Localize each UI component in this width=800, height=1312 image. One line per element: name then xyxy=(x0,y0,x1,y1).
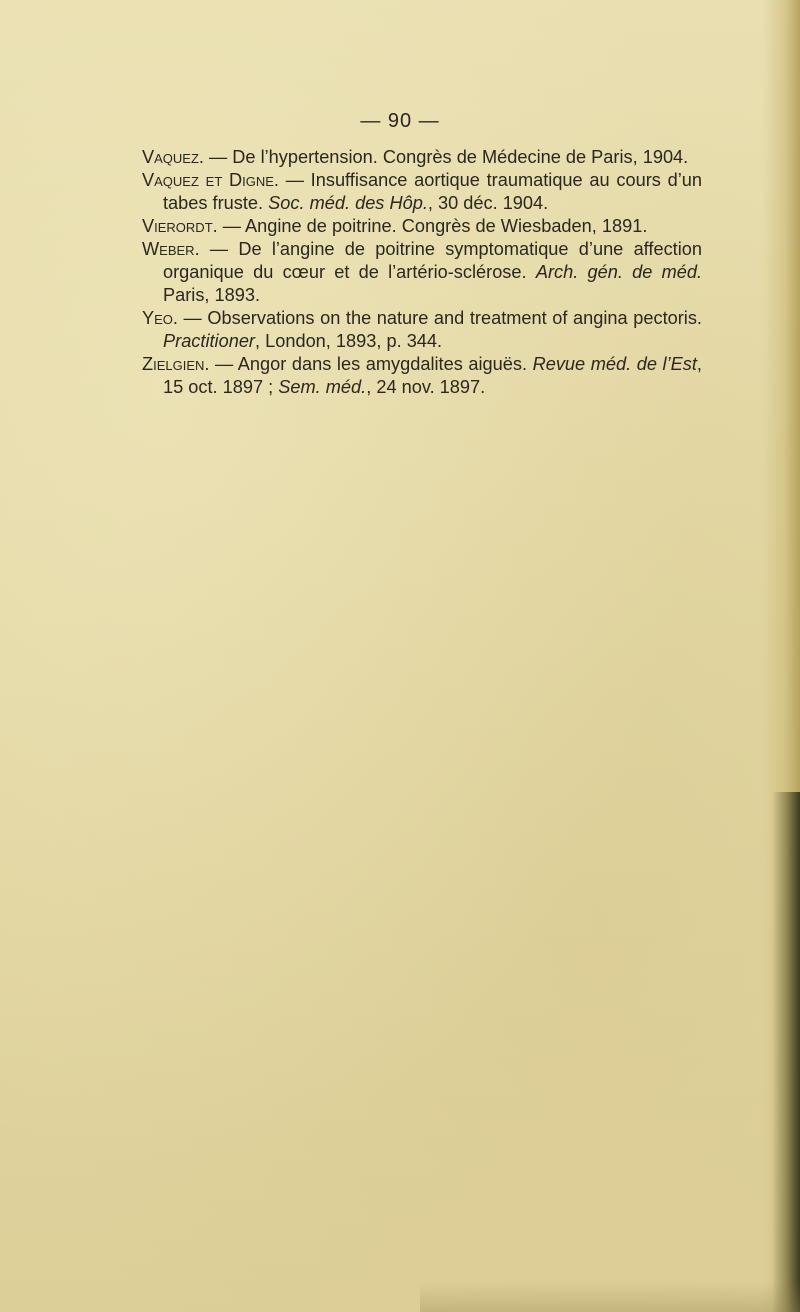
entry-journal: Soc. méd. des Hôp. xyxy=(268,193,428,213)
entry-text: — De l’hypertension. Congrès de Médecine de Paris, 1904. xyxy=(203,147,689,167)
entry-text: — Angor dans les amygdalites aiguës. xyxy=(209,354,533,374)
page-corner-shadow xyxy=(772,792,800,1312)
entry-author: Vaquez et Digne. xyxy=(142,170,279,190)
entry-journal: Arch. gén. de méd. xyxy=(535,262,703,282)
bibliography-list xyxy=(142,146,702,399)
entry-tail: , London, 1893, p. 344. xyxy=(255,331,443,351)
bibliography-entry xyxy=(142,238,702,307)
entry-text: — Angine de poitrine. Congrès de Wiesbaden, 1891. xyxy=(217,216,648,236)
entry-tail: Paris, 1893. xyxy=(163,285,261,305)
entry-author: Weber. xyxy=(142,239,200,259)
bibliography-entry xyxy=(142,307,702,353)
entry-journal: Revue méd. de l’Est xyxy=(532,354,697,374)
bibliography-entry xyxy=(142,215,702,238)
entry-author: Yeo. xyxy=(142,308,178,328)
entry-tail: , 30 déc. 1904. xyxy=(427,193,549,213)
entry-author: Zielgien. xyxy=(142,354,210,374)
entry-author: Vierordt. xyxy=(142,216,218,236)
entry-text: — Observations on the nature and treatment of angina pectoris. xyxy=(177,308,702,328)
entry-text: — Insuffisance aortique traumatique au cours d’un tabes fruste. xyxy=(163,170,702,213)
entry-text: — De l’angine de poitrine symptomatique d’une affection organique du cœur et de l’artério-sclérose. xyxy=(163,239,702,282)
page-number: — 90 — xyxy=(360,110,440,132)
bibliography-entry xyxy=(142,353,702,399)
entry-tail: , 24 nov. 1897. xyxy=(366,377,486,397)
entry-author: Vaquez. xyxy=(142,147,204,167)
entry-journal: Sem. méd. xyxy=(278,377,367,397)
bibliography-entry xyxy=(142,169,702,215)
page-stain xyxy=(420,1282,800,1312)
entry-journal: Practitioner xyxy=(163,331,255,351)
bibliography-entry xyxy=(142,146,702,169)
entry-tail: , 15 oct. 1897 ; xyxy=(163,354,702,397)
